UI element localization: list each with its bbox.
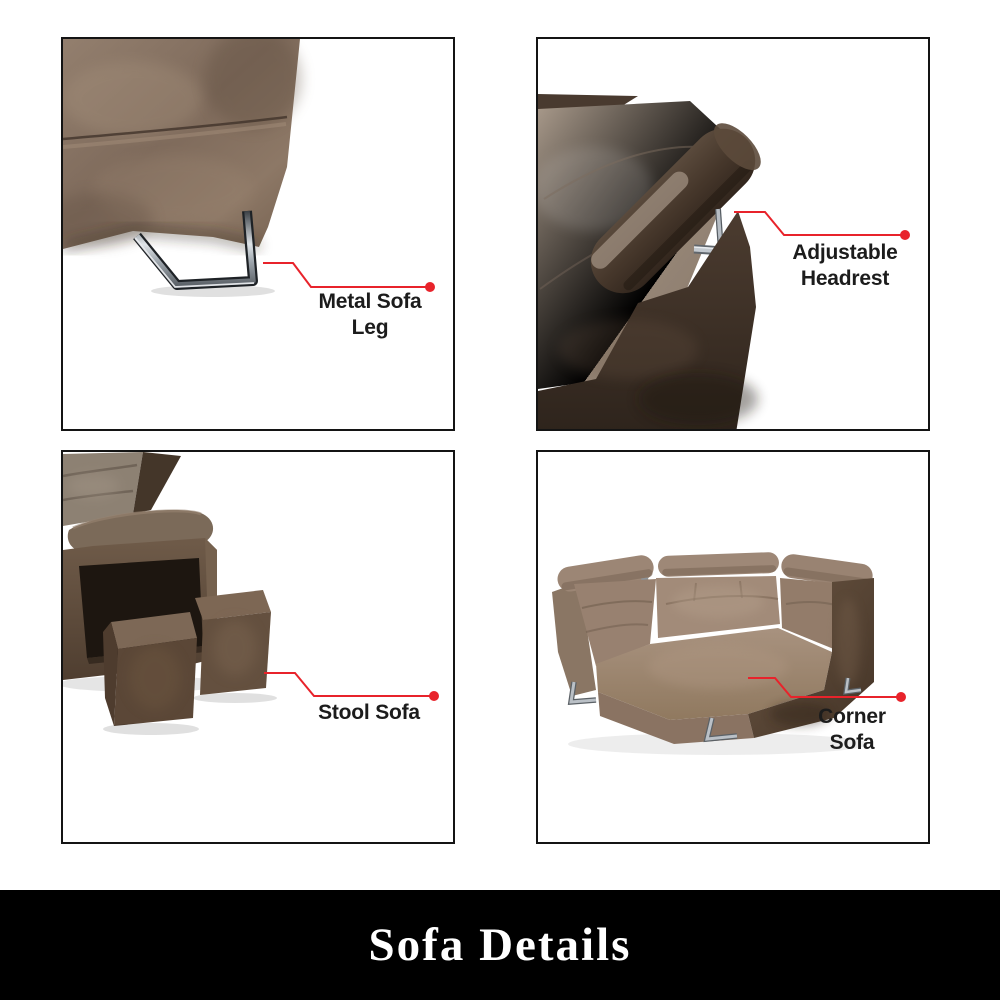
callout-label-line: Metal Sofa (318, 290, 422, 313)
headrest-photo (538, 39, 928, 429)
panel-adjustable-headrest (536, 37, 930, 431)
callout-label-line: Stool Sofa (318, 701, 420, 724)
sofa-leg-photo (63, 39, 453, 429)
stool-sofa-photo (63, 452, 453, 842)
stool-front (103, 612, 199, 735)
panel-stool-sofa (61, 450, 455, 844)
callout-label-stool-sofa (269, 700, 469, 726)
panel-metal-sofa-leg (61, 37, 455, 431)
callout-label-line: Headrest (800, 267, 890, 290)
callout-label-line: Corner (818, 705, 886, 728)
callout-label-line: Adjustable (792, 241, 898, 264)
stool-rear (193, 590, 277, 703)
callout-label-adjustable-headrest (745, 240, 945, 292)
callout-label-line: Sofa (829, 731, 875, 754)
callout-label-corner-sofa (752, 704, 952, 756)
callout-label-line: Leg (351, 316, 389, 339)
banner-title: Sofa Details (368, 919, 632, 971)
callout-label-metal-sofa-leg (270, 289, 470, 341)
panel-corner-sofa (536, 450, 930, 844)
title-banner (0, 890, 1000, 1000)
corner-sofa-photo (538, 452, 928, 842)
headrest-center (658, 552, 780, 577)
